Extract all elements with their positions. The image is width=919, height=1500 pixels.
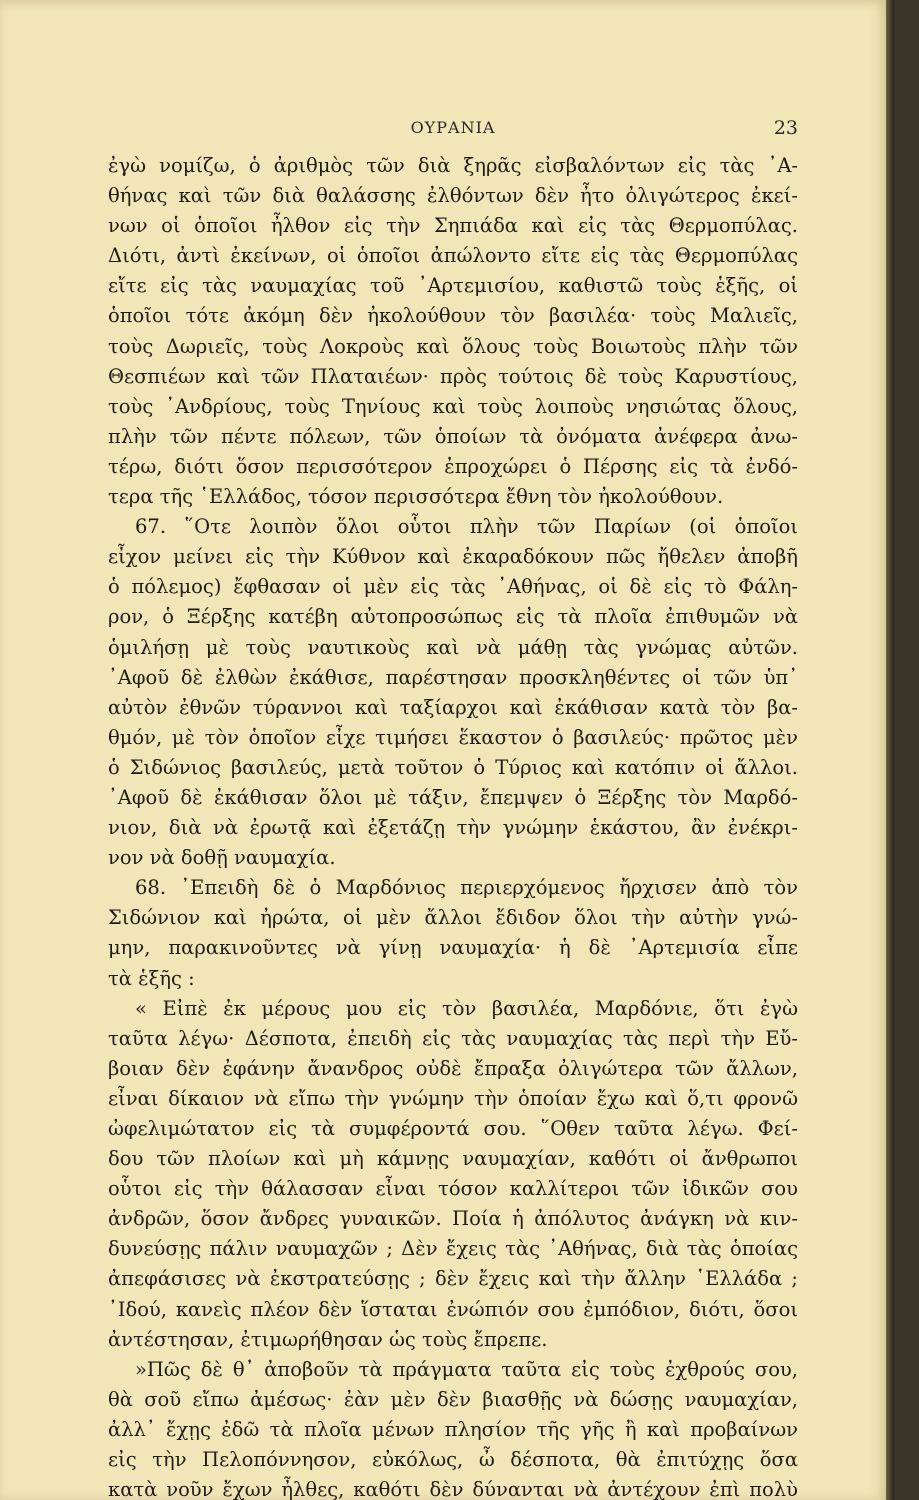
text-line: ᾿Ιδού, κανεὶς πλέον δὲν ἵσταται ἐνώπιόν σου ἐμπόδιον, διότι, ὅσοι — [108, 1297, 798, 1321]
text-line: θμόν, μὲ τὸν ὁποῖον εἶχε τιμήσει ἕκαστον ὁ βασιλεύς· πρῶτος μὲν — [108, 725, 798, 749]
text-line: τέρω, διότι ὅσον περισσότερον ἐπροχώρει ὁ Πέρσης εἰς τὰ ἐνδό- — [108, 454, 798, 478]
text-line: 67. ῞Οτε λοιπὸν ὅλοι οὗτοι πλὴν τῶν Παρίων (οἱ ὁποῖοι — [135, 515, 798, 539]
text-line: ἐγὼ νομίζω, ὁ ἀριθμὸς τῶν διὰ ξηρᾶς εἰσβαλόντων εἰς τὰς ᾿Α- — [108, 154, 798, 177]
text-line: 68. ᾿Επειδὴ δὲ ὁ Μαρδόνιος περιερχόμενος ἤρχισεν ἀπὸ τὸν — [135, 876, 798, 900]
text-line: οὗτοι εἰς τὴν θάλασσαν εἶναι τόσον καλλίτεροι τῶν ἰδικῶν σου — [108, 1177, 798, 1201]
text-line: ἀλλ᾿ ἔχῃς ἐδῶ τὰ πλοῖα μένων πλησίον τῆς γῆς ἢ καὶ προβαίνων — [108, 1417, 798, 1441]
text-line: νιον, διὰ νὰ ἐρωτᾷ καὶ ἐξετάζῃ τὴν γνώμην ἑκάστου, ἂν ἐνέκρι- — [108, 816, 798, 840]
text-line: ᾿Αφοῦ δὲ ἐκάθισαν ὅλοι μὲ τάξιν, ἔπεμψεν ὁ Ξέρξης τὸν Μαρδό- — [108, 785, 798, 809]
text-line: ἀπεφάσισες νὰ ἐκστρατεύσῃς ; δὲν ἔχεις καὶ τὴν ἄλλην ῾Ελλάδα ; — [108, 1267, 798, 1291]
page-number: 23 — [773, 117, 798, 139]
text-line: τὰ ἑξῆς : — [108, 966, 195, 990]
text-line: ᾿Αφοῦ δὲ ἐλθὼν ἐκάθισε, παρέστησαν προσκληθέντες οἱ τῶν ὑπ᾿ — [108, 665, 798, 689]
text-line: Σιδώνιον καὶ ἠρώτα, οἱ μὲν ἄλλοι ἔδιδον ὅλοι τὴν αὐτὴν γνώ- — [108, 906, 798, 930]
text-line: τοὺς Δωριεῖς, τοὺς Λοκροὺς καὶ ὅλους τοὺς Βοιωτοὺς πλὴν τῶν — [108, 334, 798, 358]
text-line: ὁ πόλεμος) ἔφθασαν οἱ μὲν εἰς τὰς ᾿Αθήνας, οἱ δὲ εἰς τὸ Φάλη- — [108, 575, 798, 599]
text-line: ρον, ὁ Ξέρξης κατέβη αὐτοπροσώπως εἰς τὰ πλοῖα ἐπιθυμῶν νὰ — [108, 605, 798, 629]
text-line: πλὴν τῶν πέντε πόλεων, τῶν ὁποίων τὰ ὀνόματα ἀνέφερα ἀνω- — [108, 424, 798, 448]
text-line: ἀντέστησαν, ἐτιμωρήθησαν ὡς τοὺς ἔπρεπε. — [108, 1327, 548, 1351]
running-title: ΟΥΡΑΝΙΑ — [410, 118, 496, 137]
text-line: τερα τῆς ῾Ελλάδος, τόσον περισσότερα ἔθνη τὸν ἠκολούθουν. — [108, 485, 724, 509]
text-line: ταῦτα λέγω· Δέσποτα, ἐπειδὴ εἰς τὰς ναυμαχίας τὰς περὶ τὴν Εὔ- — [108, 1026, 798, 1050]
text-line: αὐτὸν ἐθνῶν τύραννοι καὶ ταξίαρχοι καὶ ἐκάθισαν κατὰ τὸν βα- — [108, 695, 798, 719]
text-line: δου τῶν πλοίων καὶ μὴ κάμνῃς ναυμαχίαν, καθότι οἱ ἄνθρωποι — [108, 1147, 798, 1171]
text-line: νον νὰ δοθῇ ναυμαχία. — [108, 846, 336, 870]
text-line: ὁ Σιδώνιος βασιλεύς, μετὰ τοῦτον ὁ Τύριος καὶ κατόπιν οἱ ἄλλοι. — [108, 755, 798, 779]
page-edge — [886, 0, 894, 1500]
text-line: εἴτε εἰς τὰς ναυμαχίας τοῦ ᾿Αρτεμισίου, καθιστῶ τοὺς ἑξῆς, οἱ — [108, 274, 798, 298]
page-header — [108, 118, 798, 142]
text-line: νων οἱ ὁποῖοι ἦλθον εἰς τὴν Σηπιάδα καὶ εἰς τὰς Θερμοπύλας. — [108, 214, 798, 238]
body-text — [108, 151, 798, 1500]
text-line: »Πῶς δὲ θ᾿ ἀποβοῦν τὰ πράγματα ταῦτα εἰς τοὺς ἐχθρούς σου, — [135, 1357, 798, 1381]
text-line: βοιαν δὲν ἐφάνην ἄνανδρος οὐδὲ ἔπραξα ὀλιγώτερα τῶν ἄλλων, — [108, 1056, 798, 1080]
text-line: εἶναι δίκαιον νὰ εἴπω τὴν γνώμην τὴν ὁποίαν ἔχω καὶ ὅ,τι φρονῶ — [108, 1086, 798, 1110]
text-line: εἰς τὴν Πελοπόννησον, εὐκόλως, ὦ δέσποτα, θὰ ἐπιτύχῃς ὅσα — [108, 1448, 798, 1472]
text-line: κατὰ νοῦν ἔχων ἦλθες, καθότι δὲν δύνανται νὰ ἀντέχουν ἐπὶ πολὺ — [108, 1478, 798, 1500]
text-line: ἀνδρῶν, ὅσον ἄνδρες γυναικῶν. Ποία ἡ ἀπόλυτος ἀνάγκη νὰ κιν- — [108, 1207, 798, 1231]
text-line: « Εἰπὲ ἐκ μέρους μου εἰς τὸν βασιλέα, Μαρδόνιε, ὅτι ἐγὼ — [135, 996, 798, 1020]
text-line: Θεσπιέων καὶ τῶν Πλαταιέων· πρὸς τούτοις δὲ τοὺς Καρυστίους, — [108, 364, 798, 388]
text-line: δυνεύσῃς πάλιν ναυμαχῶν ; Δὲν ἔχεις τὰς ᾿Αθήνας, διὰ τὰς ὁποίας — [108, 1237, 798, 1261]
text-line: Διότι, ἀντὶ ἐκείνων, οἱ ὁποῖοι ἀπώλοντο εἴτε εἰς τὰς Θερμοπύλας — [108, 244, 798, 268]
text-line: εἶχον μείνει εἰς τὴν Κύθνον καὶ ἐκαραδόκουν πῶς ἤθελεν ἀποβῆ — [108, 545, 798, 569]
text-line: θὰ σοῦ εἴπω ἀμέσως· ἐὰν μὲν δὲν βιασθῇς νὰ δώσῃς ναυμαχίαν, — [108, 1387, 798, 1411]
text-line: ὁποῖοι τότε ἀκόμη δὲν ἠκολούθουν τὸν βασιλέα· τοὺς Μαλιεῖς, — [108, 304, 798, 328]
text-line: τοὺς ᾿Ανδρίους, τοὺς Τηνίους καὶ τοὺς λοιποὺς νησιώτας ὅλους, — [108, 394, 798, 418]
text-line: ὁμιλήσῃ μὲ τοὺς ναυτικοὺς καὶ νὰ μάθῃ τὰς γνώμας αὐτῶν. — [108, 635, 798, 659]
text-line: θήνας καὶ τῶν διὰ θαλάσσης ἐλθόντων δὲν ἦτο ὀλιγώτερος ἐκεί- — [108, 184, 798, 208]
text-line: ὠφελιμώτατον εἰς τὰ συμφέροντά σου. ῞Οθεν ταῦτα λέγω. Φεί- — [108, 1117, 798, 1140]
text-line: μην, παρακινοῦντες νὰ γίνῃ ναυμαχία· ἡ δὲ ᾿Αρτεμισία εἶπε — [108, 936, 798, 960]
